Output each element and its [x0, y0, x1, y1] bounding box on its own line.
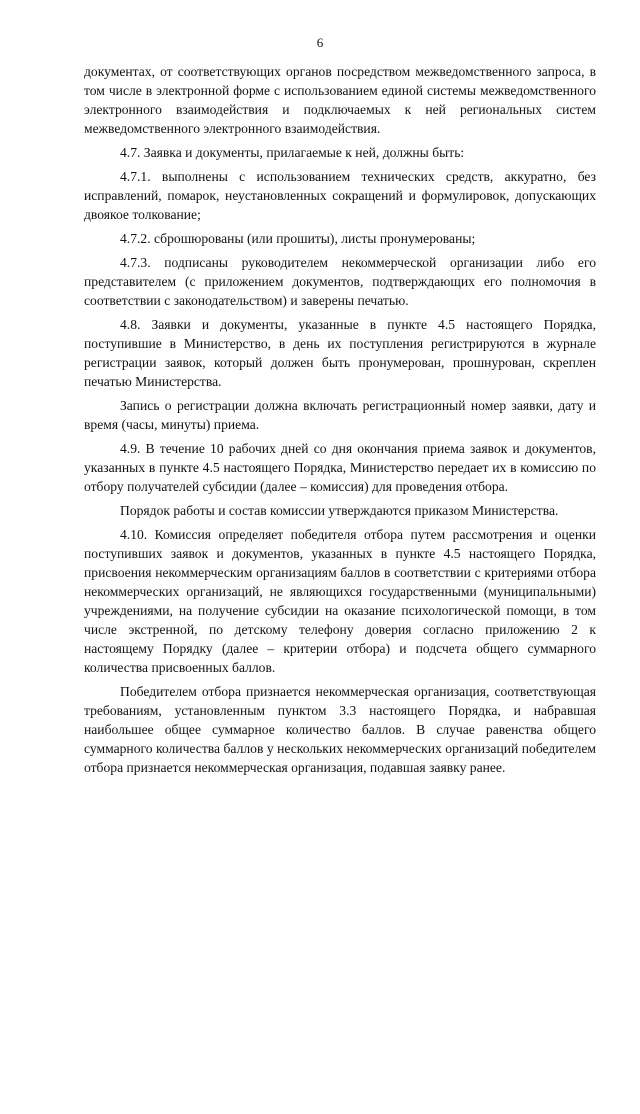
paragraph-4-7: 4.7. Заявка и документы, прилагаемые к ней, должны быть:	[120, 145, 465, 160]
paragraph-4-7-1: 4.7.1. выполнены с использованием технических средств, аккуратно, без исправлений, помарок, неустановленных сокращений и формулировок, допускающих двоякое толкование;	[84, 169, 596, 222]
paragraph-4-10: 4.10. Комиссия определяет победителя отбора путем рассмотрения и оценки поступивших заявок и документов, указанных в пункте 4.5 настоящего Порядка, присвоения некоммерческим организациям баллов в соответствии с критериями отбора некоммерческих организаций, не являющихся государственными (муниципальными) учреждениями, на получение субсидии на оказание психологической помощи, в том числе экстренной, по детскому телефону доверия согласно приложению 2 к настоящему Порядку (далее – критерии отбора) и подсчета общего суммарного количества присвоенных баллов.	[84, 527, 596, 675]
paragraph-4-9: 4.9. В течение 10 рабочих дней со дня окончания приема заявок и документов, указанных в пункте 4.5 настоящего Порядка, Министерство передает их в комиссию по отбору получателей субсидии (далее – комиссия) для проведения отбора.	[84, 441, 596, 494]
paragraph-registration-record: Запись о регистрации должна включать регистрационный номер заявки, дату и время (часы, минуты) приема.	[84, 398, 596, 432]
paragraph-4-8: 4.8. Заявки и документы, указанные в пункте 4.5 настоящего Порядка, поступившие в Министерство, в день их поступления регистрируются в журнале регистрации заявок, который должен быть пронумерован, прошнурован, скреплен печатью Министерства.	[84, 317, 596, 389]
page-number: 6	[316, 35, 324, 50]
paragraph-winner: Победителем отбора признается некоммерческая организация, соответствующая требованиям, установленным пунктом 3.3 настоящего Порядка, и набравшая наибольшее общее суммарное количество баллов. В случае равенства общего суммарного количества баллов у нескольких некоммерческих организаций победителем отбора признается некоммерческая организация, подавшая заявку ранее.	[84, 684, 596, 775]
paragraph-4-7-2: 4.7.2. сброшюрованы (или прошиты), листы пронумерованы;	[120, 231, 476, 246]
document-body	[84, 62, 596, 782]
paragraph-continuation: документах, от соответствующих органов посредством межведомственного запроса, в том числе в электронной форме с использованием единой системы межведомственного электронного взаимодействия и подключаемых к ней региональных систем межведомственного электронного взаимодействия.	[84, 64, 596, 136]
paragraph-4-7-3: 4.7.3. подписаны руководителем некоммерческой организации либо его представителем (с приложением документов, подтверждающих его полномочия в соответствии с законодательством) и заверены печатью.	[84, 255, 596, 308]
paragraph-commission-procedure: Порядок работы и состав комиссии утверждаются приказом Министерства.	[120, 503, 559, 518]
